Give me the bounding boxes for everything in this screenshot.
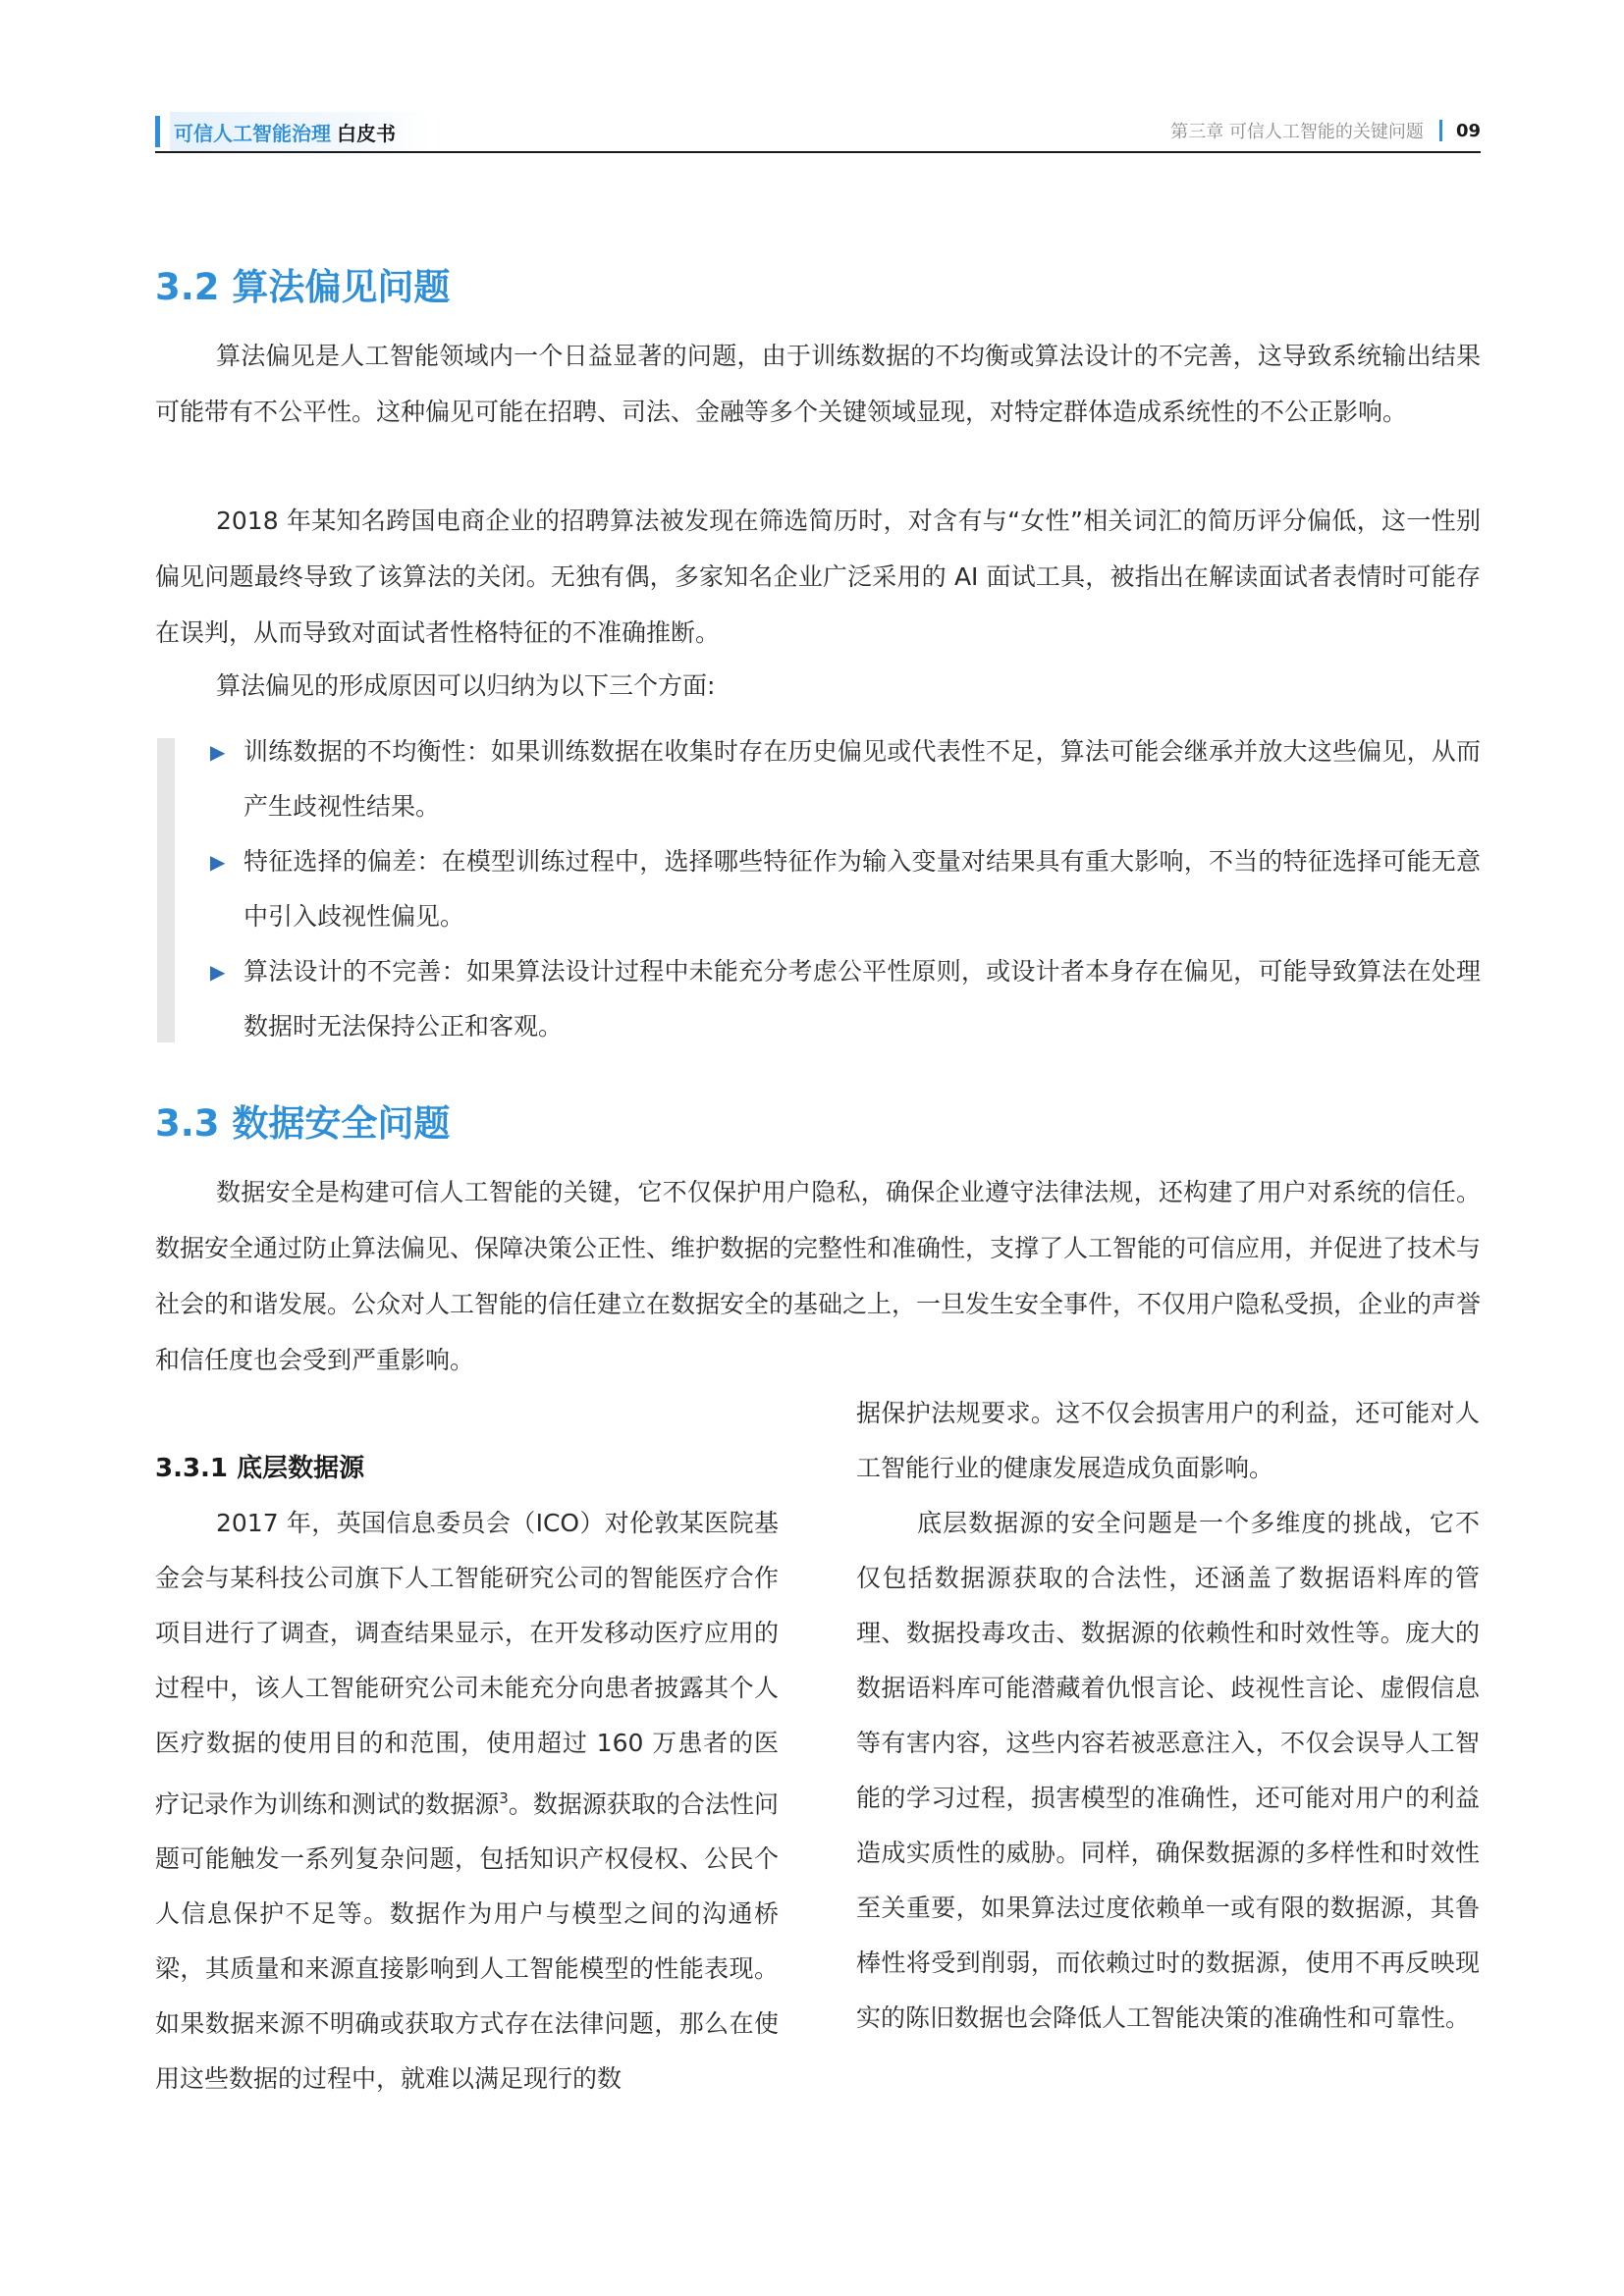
triangle-bullet-icon: ▶ <box>210 850 226 874</box>
list-item-text: 算法设计的不完善：如果算法设计过程中未能充分考虑公平性原则，或设计者本身存在偏见，可能导致算法在处理数据时无法保持公正和客观。 <box>244 957 1481 1041</box>
header-rule <box>155 151 1481 153</box>
section-3-3-1-heading: 3.3.1 底层数据源 <box>155 1454 365 1483</box>
section-3-2-paragraph-1: 算法偏见是人工智能领域内一个日益显著的问题，由于训练数据的不均衡或算法设计的不完善，这导致系统输出结果可能带有不公平性。这种偏见可能在招聘、司法、金融等多个关键领域显现，对特定群体造成系统性的不公正影响。 <box>155 342 1481 426</box>
list-item <box>210 834 1481 944</box>
right-column <box>856 1386 1480 2046</box>
list-item-text: 训练数据的不均衡性：如果训练数据在收集时存在历史偏见或代表性不足，算法可能会继承并放大这些偏见，从而产生歧视性结果。 <box>244 737 1481 821</box>
section-3-2-heading: 3.2 算法偏见问题 <box>155 266 451 308</box>
page-number: 09 <box>1455 120 1481 141</box>
right-column-paragraph-2: 底层数据源的安全问题是一个多维度的挑战，它不仅包括数据源获取的合法性，还涵盖了数据语料库的管理、数据投毒攻击、数据源的依赖性和时效性等。庞大的数据语料库可能潜藏着仇恨言论、歧视性言论、虚假信息等有害内容，这些内容若被恶意注入，不仅会误导人工智能的学习过程，损害模型的准确性，还可能对用户的利益造成实质性的威胁。同样，确保数据源的多样性和时效性至关重要，如果算法过度依赖单一或有限的数据源，其鲁棒性将受到削弱，而依赖过时的数据源，使用不再反映现实的陈旧数据也会降低人工智能决策的准确性和可靠性。 <box>856 1509 1480 2032</box>
running-header-right <box>1170 118 1481 143</box>
list-item-text: 特征选择的偏差：在模型训练过程中，选择哪些特征作为输入变量对结果具有重大影响，不当的特征选择可能无意中引入歧视性偏见。 <box>244 847 1481 931</box>
chapter-title: 第三章 可信人工智能的关键问题 <box>1170 122 1424 142</box>
header-accent-bar <box>155 116 160 147</box>
triangle-bullet-icon: ▶ <box>210 960 226 984</box>
list-item <box>210 944 1481 1054</box>
triangle-bullet-icon: ▶ <box>210 740 226 764</box>
running-header-left <box>155 112 429 151</box>
header-separator <box>1439 120 1442 141</box>
list-item <box>210 724 1481 834</box>
section-3-2-paragraph-2: 2018 年某知名跨国电商企业的招聘算法被发现在筛选简历时，对含有与“女性”相关词汇的简历评分偏低，这一性别偏见问题最终导致了该算法的关闭。无独有偶，多家知名企业广泛采用的 AI 面试工具，被指出在解读面试者表情时可能存在误判，从而导致对面试者性格特征的不准确推断。 <box>155 507 1481 647</box>
right-column-paragraph-1: 据保护法规要求。这不仅会损害用户的利益，还可能对人工智能行业的健康发展造成负面影响。 <box>856 1399 1480 1482</box>
section-3-2-paragraph-3: 算法偏见的形成原因可以归纳为以下三个方面: <box>216 671 716 700</box>
footnote-marker: 3 <box>499 1789 509 1807</box>
document-title-main: 可信人工智能治理 <box>174 121 331 145</box>
section-3-3-paragraph-1: 数据安全是构建可信人工智能的关键，它不仅保护用户隐私，确保企业遵守法律法规，还构建了用户对系统的信任。数据安全通过防止算法偏见、保障决策公正性、维护数据的完整性和准确性，支撑了人工智能的可信应用，并促进了技术与社会的和谐发展。公众对人工智能的信任建立在数据安全的基础之上，一旦发生安全事件，不仅用户隐私受损，企业的声誉和信任度也会受到严重影响。 <box>155 1178 1482 1374</box>
left-column <box>155 1441 779 2107</box>
document-title <box>170 112 429 152</box>
left-column-paragraph: 2017 年，英国信息委员会（ICO）对伦敦某医院基金会与某科技公司旗下人工智能研究公司的智能医疗合作项目进行了调查，调查结果显示，在开发移动医疗应用的过程中，该人工智能研究公司未能充分向患者披露其个人医疗数据的使用目的和范围，使用超过 160 万患者的医疗记录作为训练和测试的数据源$^3$。数据源获取的合法性问题可能触发一系列复杂问题，包括知识产权侵权、公民个人信息保护不足等。数据作为用户与模型之间的沟通桥梁，其质量和来源直接影响到人工智能模型的性能表现。如果数据来源不明确或获取方式存在法律问题，那么在使用这些数据的过程中，就难以满足现行的数 <box>155 1509 779 2094</box>
section-3-3-heading: 3.3 数据安全问题 <box>155 1102 451 1145</box>
list-side-bar <box>157 738 175 1042</box>
bias-causes-list <box>210 724 1481 1054</box>
document-title-suffix: 白皮书 <box>337 121 396 145</box>
